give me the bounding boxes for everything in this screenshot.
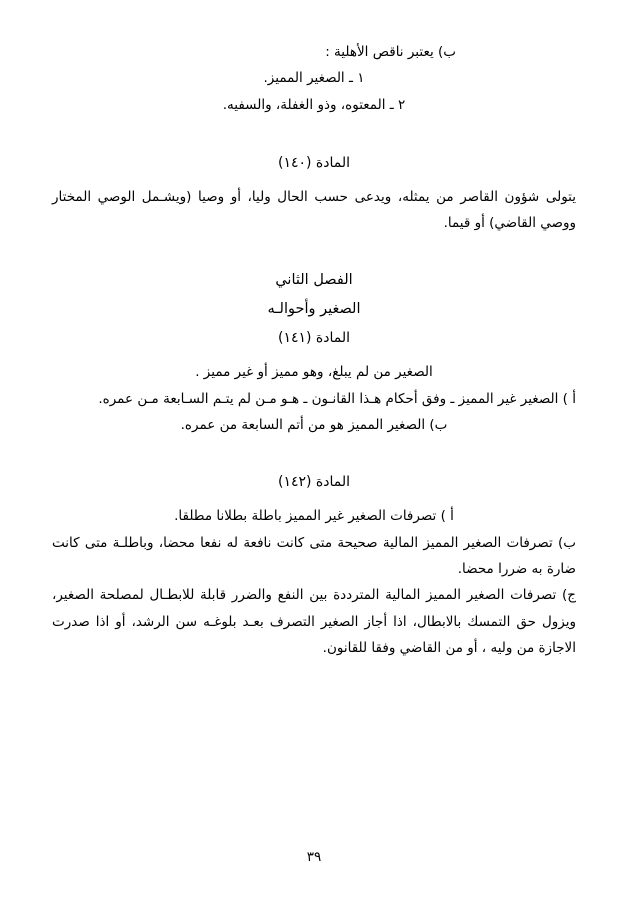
spacer-before-chapter <box>52 236 576 266</box>
article-141-title: المادة (١٤١) <box>277 330 351 347</box>
article-141-clause-b: ب) الصغير المميز هو من أتم السابعة من عمره. <box>180 417 448 434</box>
page-number: ٣٩ <box>306 849 322 865</box>
paragraph-incomplete-capacity-lead: ب) يعتبر ناقص الأهلية : <box>325 44 456 60</box>
list-item-minor-discerning: ١ ـ الصغير المميز. <box>263 70 365 87</box>
article-142-clause-b: ب) تصرفات الصغير المميز المالية صحيحة متى كانت نافعة له نفعا محضا، وباطلـة متى كانت ضارة به ضررا محضا. <box>52 534 576 578</box>
article-142-clause-a: أ ) تصرفات الصغير غير المميز باطلة بطلانا مطلقا. <box>174 507 454 524</box>
chapter-two-label: الفصل الثاني <box>275 272 353 289</box>
article-140-body: يتولى شؤون القاصر من يمثله، ويدعى حسب الحال وليا، أو وصيا (ويشـمل الوصي المختار ووصي القاضي) أو قيما. <box>52 188 576 232</box>
article-142-clause-c: ج) تصرفات الصغير المميز المالية المترددة بين النفع والضرر قابلة للابطـال لمصلحة الصغير، ويزول حق التمسك بالابطال، اذا أجاز الصغير التصرف بعـد بلوغـه سن الرشد، أو اذا صدرت الاجازة من وليه ، أو من القاضي وفقا للقانون. <box>52 587 576 656</box>
article-141-definition: الصغير من لم يبلغ، وهو مميز أو غير مميز . <box>195 363 433 380</box>
article-141-clause-a: أ ) الصغير غير المميز ـ وفق أحكام هـذا القانـون ـ هـو مـن لم يتـم السـابعة مـن عمره. <box>98 390 576 407</box>
chapter-two-subtitle: الصغير وأحوالـه <box>267 301 361 318</box>
list-item-imbecile-negligent-prodigal: ٢ ـ المعتوه، وذو الغفلة، والسفيه. <box>222 97 406 114</box>
article-140-title: المادة (١٤٠) <box>277 155 351 172</box>
article-142-title: المادة (١٤٢) <box>277 474 351 491</box>
spacer-before-article-142 <box>52 438 576 468</box>
spacer-before-article-140 <box>52 119 576 149</box>
top-spacer <box>52 30 576 39</box>
